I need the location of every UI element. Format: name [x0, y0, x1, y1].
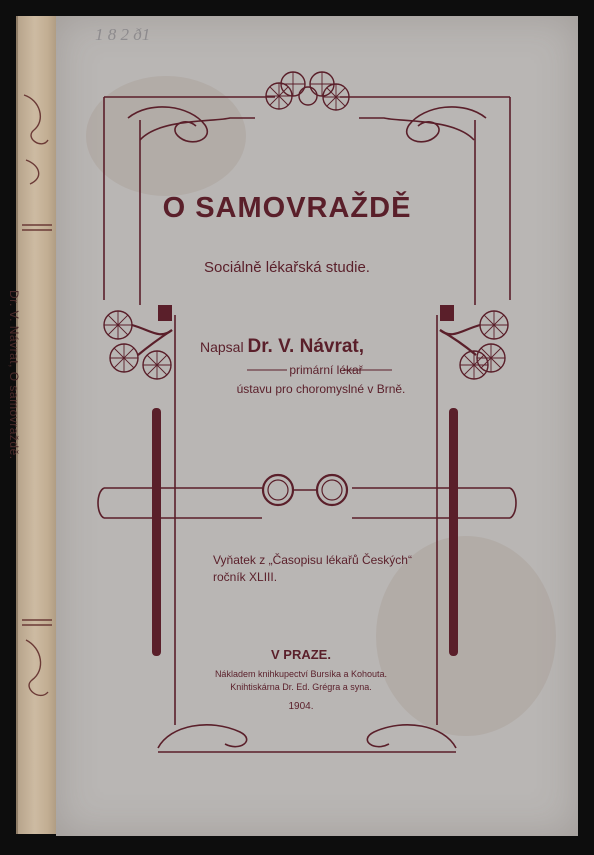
publication-year: 1904. — [288, 701, 314, 712]
printer-line: Knihtiskárna Dr. Ed. Grégra a syna. — [230, 682, 372, 692]
author-institution: ústavu pro choromyslné v Brně. — [236, 382, 406, 396]
author-line — [200, 336, 440, 358]
publisher-line: Nákladem knihkupectví Bursíka a Kohouta. — [214, 669, 388, 679]
excerpt-source: Vyňatek z „Časopisu lékařů Českých“ — [213, 553, 412, 567]
author-name: Dr. V. Návrat, — [247, 336, 365, 357]
book-title: O SAMOVRAŽDĚ — [162, 192, 412, 224]
spine-title: Dr. V. Návrat, O samovraždě. — [7, 290, 21, 460]
book-subtitle: Sociálně lékařská studie. — [204, 259, 370, 276]
publication-place: V PRAZE. — [271, 647, 331, 662]
pencil-note: 1 8 2 ð1 — [95, 25, 151, 44]
excerpt-volume: ročník XLIII. — [213, 570, 278, 584]
author-prefix: Napsal — [200, 339, 244, 355]
author-role: primární lékař — [289, 363, 363, 377]
